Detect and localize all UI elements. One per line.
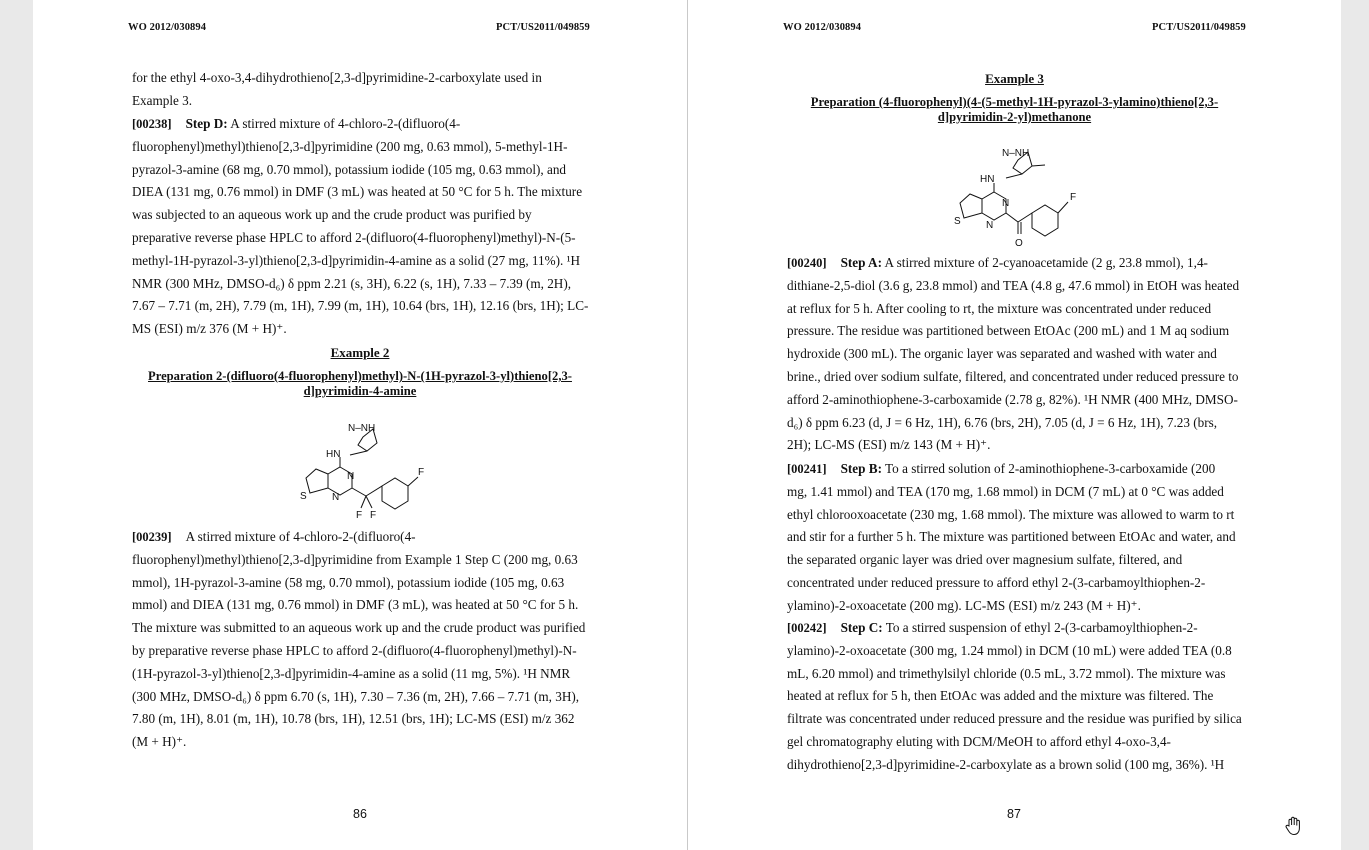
text-line: for the ethyl 4-oxo-3,4-dihydrothieno[2,3-d]pyrimidine-2-carboxylate used in <box>132 70 542 85</box>
text-line: To a stirred suspension of ethyl 2-(3-carbamoylthiophen-2- <box>882 620 1198 635</box>
paragraph-number: [00239] <box>132 530 172 544</box>
atom-label: F <box>1070 192 1077 203</box>
text-line: Preparation (4-fluorophenyl)(4-(5-methyl-1H-pyrazol-3-ylamino)thieno[2,3- <box>810 95 1219 109</box>
text-line: 7.80 (m, 1H), 8.01 (m, 1H), 10.78 (brs, 1H), 12.51 (brs, 1H); LC-MS (ESI) m/z 362 <box>132 711 575 727</box>
paragraph-number: [00238] <box>132 117 172 131</box>
header-publication-number: WO 2012/030894 <box>128 22 207 33</box>
atom-label: F <box>418 467 425 478</box>
chemical-structure-example-2 <box>288 415 438 523</box>
text-line: Preparation 2-(difluoro(4-fluorophenyl)methyl)-N-(1H-pyrazol-3-yl)thieno[2,3- <box>148 369 572 383</box>
example-2-title: Example 2 <box>330 345 390 360</box>
page-86 <box>33 0 687 850</box>
example-2-preparation-title <box>33 369 687 399</box>
paragraph-number: [00241] <box>787 462 827 476</box>
text-line: mg, 1.41 mmol) and TEA (170 mg, 1.68 mmol) in DCM (7 mL) at 0 °C was added <box>787 483 1224 499</box>
paragraph-00239 <box>132 526 612 754</box>
text-line: was subjected to an aqueous work up and the crude product was purified by <box>132 207 532 223</box>
text-line: filtrate was concentrated under reduced pressure and the residue was purified by silica <box>787 711 1242 727</box>
atom-label: N <box>986 220 994 231</box>
text-line: d₆) δ ppm 6.23 (d, J = 6 Hz, 1H), 6.76 (brs, 2H), 7.05 (d, J = 6 Hz, 1H), 7.23 (brs, <box>787 414 1218 430</box>
text-line: A stirred mixture of 4-chloro-2-(difluoro(4- <box>227 116 461 131</box>
paragraph-00238 <box>132 113 612 341</box>
text-line: mL, 6.20 mmol) and trimethylsilyl chloride (0.5 mL, 3.72 mmol). The mixture was <box>787 665 1226 681</box>
page-87 <box>688 0 1341 850</box>
paragraph-00242 <box>787 617 1267 777</box>
atom-label: HN <box>326 449 341 460</box>
atom-label: N <box>347 471 355 482</box>
example-3-title: Example 3 <box>985 71 1044 86</box>
text-line: at reflux for 5 h. After cooling to rt, the mixture was concentrated under reduced <box>787 300 1212 316</box>
page-number: 86 <box>353 807 367 821</box>
atom-label: N <box>1002 198 1010 209</box>
text-line: fluorophenyl)methyl)thieno[2,3-d]pyrimidine (200 mg, 0.63 mmol), 5-methyl-1H- <box>132 138 568 154</box>
atom-label: N <box>332 492 340 503</box>
atom-label: S <box>300 491 307 502</box>
text-line: (1H-pyrazol-3-yl)thieno[2,3-d]pyrimidin-4-amine as a solid (11 mg, 5%). ¹H NMR <box>132 665 571 681</box>
text-line: ylamino)-2-oxoacetate (300 mg, 1.24 mmol) in DCM (10 mL) were added TEA (0.8 <box>787 642 1232 658</box>
text-line: mmol), 1H-pyrazol-3-amine (58 mg, 0.70 mmol), potassium iodide (105 mg, 0.63 <box>132 574 565 590</box>
example-3-preparation-title <box>688 95 1341 125</box>
text-line: A stirred mixture of 4-chloro-2-(difluoro(4- <box>185 529 416 544</box>
text-line: hydroxide (300 mL). The organic layer was separated and washed with water and <box>787 346 1217 362</box>
text-line: (M + H)⁺. <box>132 734 187 750</box>
atom-label: F <box>370 510 377 521</box>
text-line: Example 3. <box>132 92 193 108</box>
step-label: Step B: <box>840 461 882 476</box>
page-number: 87 <box>1007 807 1021 821</box>
text-line: pressure. The residue was partitioned between EtOAc (200 mL) and 1 M aq sodium <box>787 323 1230 339</box>
text-line: A stirred mixture of 2-cyanoacetamide (2 g, 23.8 mmol), 1,4- <box>881 255 1208 270</box>
paragraph-number: [00240] <box>787 256 827 270</box>
text-line: concentrated under reduced pressure to afford ethyl 2-(3-carbamoylthiophen-2- <box>787 574 1206 590</box>
step-label: Step C: <box>840 620 883 635</box>
atom-label: N–NH <box>1002 148 1030 159</box>
text-line: pyrazol-3-amine (68 mg, 0.70 mmol), potassium iodide (105 mg, 0.63 mmol), and <box>132 161 567 177</box>
atom-label: N–NH <box>348 423 376 434</box>
atom-label: F <box>356 510 363 521</box>
atom-label: S <box>954 216 961 227</box>
text-line: DIEA (131 mg, 0.76 mmol) in DMF (3 mL) was heated at 50 °C for 5 h. The mixture <box>132 184 583 200</box>
text-line: d]pyrimidin-4-amine <box>303 384 417 398</box>
paragraph-00240 <box>787 252 1267 457</box>
text-line: heated at reflux for 5 h, then EtOAc was added and the mixture was filtered. The <box>787 688 1214 704</box>
atom-label: O <box>1015 238 1023 249</box>
text-line: gel chromatography eluting with DCM/MeOH to afford ethyl 4-oxo-3,4- <box>787 733 1171 749</box>
text-line: methyl-1H-pyrazol-3-yl)thieno[2,3-d]pyrimidin-4-amine as a solid (27 mg, 11%). ¹H <box>132 252 581 268</box>
text-line: dithiane-2,5-diol (3.6 g, 23.8 mmol) and TEA (4.8 g, 47.6 mmol) in EtOH was heated <box>787 277 1240 293</box>
text-line: d]pyrimidin-2-yl)methanone <box>937 110 1092 124</box>
text-line: mmol) and DIEA (131 mg, 0.76 mmol) in DMF (3 mL), was heated at 50 °C for 5 h. <box>132 597 579 613</box>
text-line: the separated organic layer was dried over magnesium sulfate, filtered, and <box>787 552 1183 568</box>
intro-paragraph <box>132 67 612 113</box>
header-application-number: PCT/US2011/049859 <box>496 22 590 33</box>
text-line: and stir for a further 5 h. The mixture was partitioned between EtOAc and water, and <box>787 529 1236 545</box>
text-line: (300 MHz, DMSO-d₆) δ ppm 6.70 (s, 1H), 7.30 – 7.36 (m, 2H), 7.66 – 7.71 (m, 3H), <box>132 688 580 704</box>
text-line: brine., dried over sodium sulfate, filtered, and concentrated under reduced pressure to <box>787 368 1239 384</box>
atom-label: HN <box>980 174 995 185</box>
text-line: 7.67 – 7.71 (m, 2H), 7.79 (m, 1H), 7.99 (m, 1H), 10.64 (brs, 1H), 12.16 (brs, 1H); LC- <box>132 298 589 314</box>
text-line: fluorophenyl)methyl)thieno[2,3-d]pyrimidine from Example 1 Step C (200 mg, 0.63 <box>132 551 578 567</box>
text-line: dihydrothieno[2,3-d]pyrimidine-2-carboxylate as a brown solid (100 mg, 36%). ¹H <box>787 756 1225 772</box>
text-line: The mixture was submitted to an aqueous work up and the crude product was purified <box>132 620 586 636</box>
step-label: Step D: <box>185 116 228 131</box>
text-line: ylamino)-2-oxoacetate (200 mg). LC-MS (ESI) m/z 243 (M + H)⁺. <box>787 597 1141 613</box>
paragraph-00241 <box>787 458 1267 618</box>
text-line: NMR (300 MHz, DMSO-d₆) δ ppm 2.21 (s, 3H), 6.22 (s, 1H), 7.33 – 7.39 (m, 2H), <box>132 275 572 291</box>
paragraph-number: [00242] <box>787 621 827 635</box>
text-line: preparative reverse phase HPLC to afford 2-(difluoro(4-fluorophenyl)methyl)-N-(5- <box>132 229 576 245</box>
step-label: Step A: <box>840 255 882 270</box>
text-line: To a stirred solution of 2-aminothiophene-3-carboxamide (200 <box>881 461 1216 476</box>
text-line: 2H); LC-MS (ESI) m/z 143 (M + H)⁺. <box>787 437 991 453</box>
header-application-number: PCT/US2011/049859 <box>1152 22 1246 33</box>
header-publication-number: WO 2012/030894 <box>783 22 862 33</box>
hand-cursor-icon <box>1283 815 1305 837</box>
text-line: by preparative reverse phase HPLC to afford 2-(difluoro(4-fluorophenyl)methyl)-N- <box>132 642 577 658</box>
text-line: ethyl chlorooxoacetate (230 mg, 1.68 mmol). The mixture was allowed to warm to rt <box>787 506 1235 522</box>
text-line: afford 2-aminothiophene-3-carboxamide (2.78 g, 82%). ¹H NMR (400 MHz, DMSO- <box>787 391 1238 407</box>
text-line: MS (ESI) m/z 376 (M + H)⁺. <box>132 321 287 337</box>
chemical-structure-example-3 <box>946 140 1096 250</box>
